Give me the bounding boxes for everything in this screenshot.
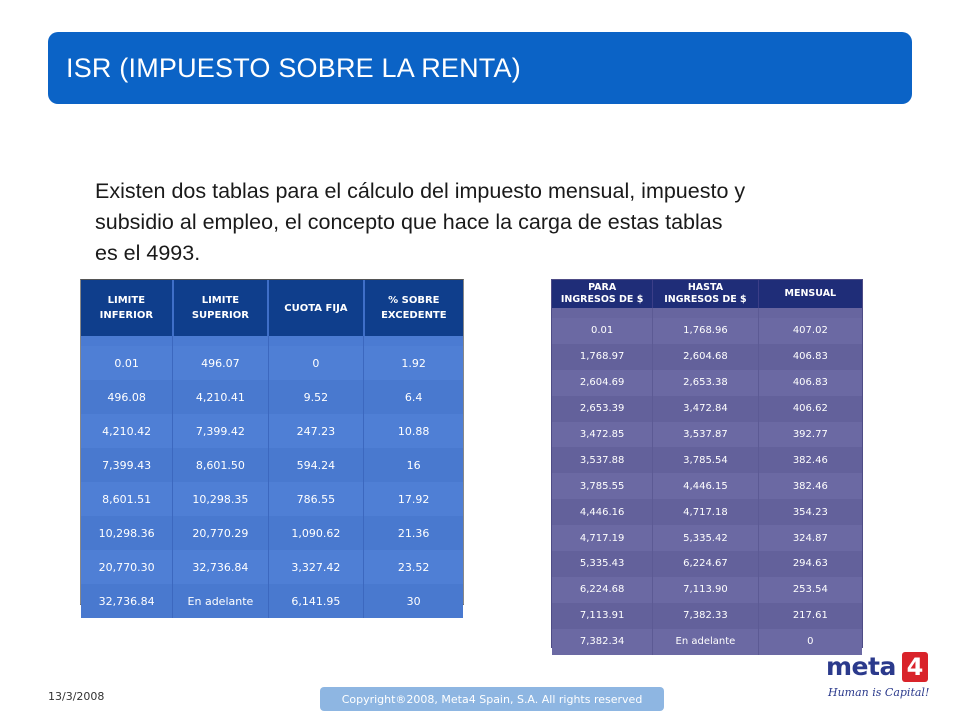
subsidio-table-spacer-row [552, 308, 862, 318]
subsidio-table-header-line: PARA [588, 282, 617, 293]
isr-table-row [81, 414, 463, 448]
subsidio-table-cell: 3,785.55 [552, 473, 653, 499]
subsidio-table [551, 279, 863, 648]
isr-table-header-cell [173, 280, 269, 336]
subsidio-table-cell: 3,537.88 [552, 447, 653, 473]
subsidio-table-cell: 3,472.84 [653, 396, 758, 422]
isr-table-cell: 16 [364, 448, 463, 482]
subsidio-table-cell: 406.83 [758, 344, 862, 370]
isr-table-cell: 23.52 [364, 550, 463, 584]
subsidio-table-header-line: HASTA [687, 282, 724, 293]
isr-table-spacer-cell [364, 336, 463, 346]
isr-table-cell: 17.92 [364, 482, 463, 516]
isr-table-cell: 786.55 [268, 482, 364, 516]
subsidio-table-row [552, 499, 862, 525]
subsidio-table-cell: 2,604.68 [653, 344, 758, 370]
isr-table-cell: 6.4 [364, 380, 463, 414]
isr-table-header-line: % SOBRE [388, 295, 440, 306]
isr-table-spacer-cell [81, 336, 173, 346]
subsidio-table-cell: 3,537.87 [653, 422, 758, 448]
isr-table-header-line: INFERIOR [99, 310, 154, 321]
subsidio-table-cell: 382.46 [758, 473, 862, 499]
subsidio-table-header-line: INGRESOS DE $ [664, 294, 747, 305]
isr-table-cell: 496.08 [81, 380, 173, 414]
isr-table-header-line: SUPERIOR [191, 310, 249, 321]
subsidio-table-cell: 4,446.16 [552, 499, 653, 525]
footer-date: 13/3/2008 [48, 690, 105, 703]
isr-table-header-cell [364, 280, 463, 336]
isr-table-header-cell [268, 280, 364, 336]
isr-table-row [81, 482, 463, 516]
body-line-3: es el 4993. [95, 241, 201, 265]
isr-table-grid [81, 280, 463, 618]
subsidio-table-header-cell [758, 280, 862, 308]
footer-copyright [320, 687, 664, 711]
isr-table-cell: 496.07 [173, 346, 269, 380]
subsidio-table-cell: 0 [758, 629, 862, 655]
isr-table-cell: 6,141.95 [268, 584, 364, 618]
subsidio-table-cell: 4,717.18 [653, 499, 758, 525]
subsidio-table-cell: 6,224.67 [653, 551, 758, 577]
subsidio-table-row [552, 447, 862, 473]
body-line-2: subsidio al empleo, el concepto que hace la carga de estas tablas [95, 210, 723, 234]
subsidio-table-cell: 1,768.96 [653, 318, 758, 344]
subsidio-table-header-line: INGRESOS DE $ [560, 294, 644, 305]
subsidio-table-header-line: MENSUAL [784, 288, 837, 299]
isr-table-header-line: CUOTA FIJA [284, 302, 348, 314]
isr-table-cell: 20,770.30 [81, 550, 173, 584]
isr-table-spacer-row [81, 336, 463, 346]
isr-table-row [81, 346, 463, 380]
subsidio-table-cell: 3,785.54 [653, 447, 758, 473]
subsidio-table-cell: 7,113.91 [552, 603, 653, 629]
subsidio-table-row [552, 318, 862, 344]
isr-table-cell: 8,601.50 [173, 448, 269, 482]
subsidio-table-header-row [552, 280, 862, 308]
subsidio-table-cell: 382.46 [758, 447, 862, 473]
isr-table-header-line: EXCEDENTE [381, 310, 447, 321]
slide-body-text [95, 176, 915, 269]
subsidio-table-spacer-cell [552, 308, 653, 318]
isr-table-row [81, 516, 463, 550]
meta4-logo [826, 652, 936, 702]
subsidio-table-row [552, 422, 862, 448]
isr-table-cell: 594.24 [268, 448, 364, 482]
isr-table-spacer-cell [173, 336, 269, 346]
isr-table-cell: 7,399.43 [81, 448, 173, 482]
isr-table-cell: 247.23 [268, 414, 364, 448]
subsidio-table-row [552, 396, 862, 422]
subsidio-table-row [552, 344, 862, 370]
isr-table-cell: 4,210.41 [173, 380, 269, 414]
body-line-1: Existen dos tablas para el cálculo del impuesto mensual, impuesto y [95, 179, 746, 203]
isr-table-row [81, 550, 463, 584]
subsidio-table-cell: 253.54 [758, 577, 862, 603]
subsidio-table-row [552, 603, 862, 629]
subsidio-table-body [552, 308, 862, 655]
isr-table-cell: 32,736.84 [81, 584, 173, 618]
isr-table-cell: 21.36 [364, 516, 463, 550]
subsidio-table-cell: 2,653.38 [653, 370, 758, 396]
subsidio-table-grid [552, 280, 862, 655]
subsidio-table-spacer-cell [653, 308, 758, 318]
subsidio-table-cell: 354.23 [758, 499, 862, 525]
subsidio-table-cell: 407.02 [758, 318, 862, 344]
slide-title-bar [48, 32, 912, 104]
subsidio-table-cell: 4,446.15 [653, 473, 758, 499]
isr-table-cell: 10,298.36 [81, 516, 173, 550]
isr-table-cell: 0 [268, 346, 364, 380]
subsidio-table-cell: 2,604.69 [552, 370, 653, 396]
subsidio-table-cell: 0.01 [552, 318, 653, 344]
subsidio-table-cell: 5,335.43 [552, 551, 653, 577]
isr-table-body [81, 336, 463, 618]
subsidio-table-row [552, 525, 862, 551]
isr-table-cell: 1.92 [364, 346, 463, 380]
subsidio-table-cell: 406.62 [758, 396, 862, 422]
subsidio-table-cell: 7,113.90 [653, 577, 758, 603]
logo-word: meta [826, 652, 896, 681]
isr-table-cell: 7,399.42 [173, 414, 269, 448]
isr-table-header-line: LIMITE [107, 295, 146, 306]
isr-table-cell: 10,298.35 [173, 482, 269, 516]
subsidio-table-header-cell [552, 280, 653, 308]
isr-table-cell: 30 [364, 584, 463, 618]
subsidio-table-spacer-cell [758, 308, 862, 318]
subsidio-table-row [552, 370, 862, 396]
isr-table-header-line: LIMITE [201, 295, 240, 306]
subsidio-table-cell: 4,717.19 [552, 525, 653, 551]
subsidio-table-cell: 5,335.42 [653, 525, 758, 551]
logo-number: 4 [902, 652, 928, 682]
subsidio-table-cell: 7,382.34 [552, 629, 653, 655]
isr-table-cell: 8,601.51 [81, 482, 173, 516]
footer-copyright-text: Copyright®2008, Meta4 Spain, S.A. All rights reserved [341, 692, 643, 706]
subsidio-table-cell: 3,472.85 [552, 422, 653, 448]
subsidio-table-cell: 324.87 [758, 525, 862, 551]
isr-table-spacer-cell [268, 336, 364, 346]
subsidio-table-header-cell [653, 280, 758, 308]
subsidio-table-row [552, 551, 862, 577]
subsidio-table-row [552, 473, 862, 499]
isr-table-cell: 1,090.62 [268, 516, 364, 550]
subsidio-table-cell: En adelante [653, 629, 758, 655]
subsidio-table-cell: 406.83 [758, 370, 862, 396]
isr-table-header-row [81, 280, 463, 336]
isr-table-cell: 0.01 [81, 346, 173, 380]
isr-table-row [81, 380, 463, 414]
isr-table-cell: En adelante [173, 584, 269, 618]
subsidio-table-cell: 6,224.68 [552, 577, 653, 603]
subsidio-table-cell: 2,653.39 [552, 396, 653, 422]
subsidio-table-row [552, 629, 862, 655]
isr-table-cell: 32,736.84 [173, 550, 269, 584]
isr-table-header-cell [81, 280, 173, 336]
logo-tagline: Human is Capital! [828, 686, 930, 699]
isr-table-row [81, 584, 463, 618]
subsidio-table-cell: 217.61 [758, 603, 862, 629]
isr-table-cell: 4,210.42 [81, 414, 173, 448]
isr-table-cell: 3,327.42 [268, 550, 364, 584]
slide-title: ISR (IMPUESTO SOBRE LA RENTA) [66, 52, 521, 83]
isr-table [80, 279, 464, 608]
isr-table-cell: 9.52 [268, 380, 364, 414]
subsidio-table-cell: 1,768.97 [552, 344, 653, 370]
isr-table-row [81, 448, 463, 482]
isr-table-cell: 20,770.29 [173, 516, 269, 550]
subsidio-table-cell: 294.63 [758, 551, 862, 577]
isr-table-cell: 10.88 [364, 414, 463, 448]
subsidio-table-row [552, 577, 862, 603]
subsidio-table-cell: 7,382.33 [653, 603, 758, 629]
subsidio-table-cell: 392.77 [758, 422, 862, 448]
